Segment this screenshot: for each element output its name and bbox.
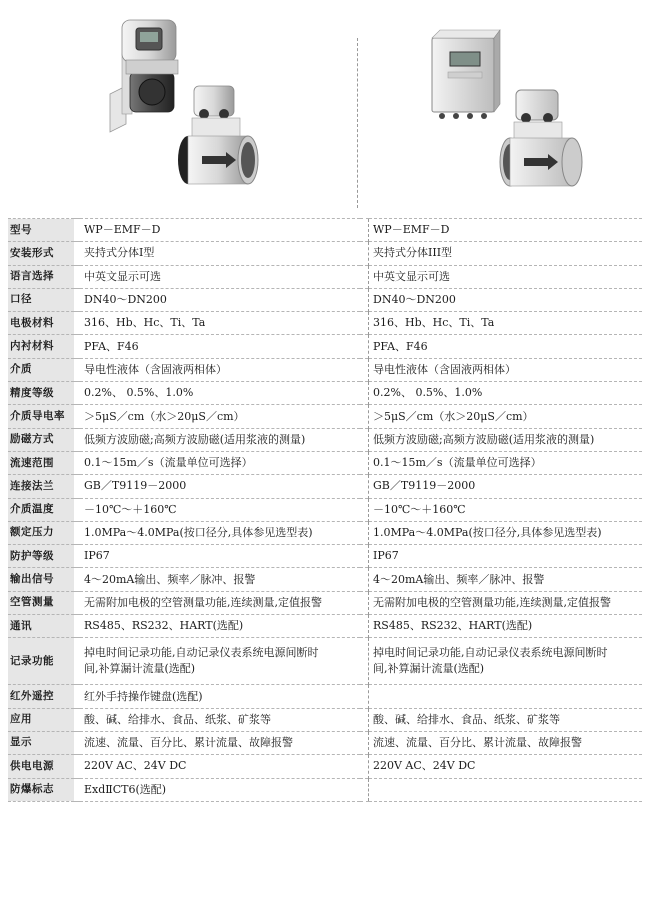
spec-value-left-text: 无需附加电极的空管测量功能,连续测量,定值报警 (84, 595, 322, 609)
spec-value-right (369, 731, 643, 754)
spec-value-right-text: 316、Hb、Hc、Ti、Ta (373, 316, 495, 330)
spec-row (8, 335, 642, 358)
spacer (360, 335, 369, 358)
spec-value-left (80, 591, 360, 614)
spec-value-left (80, 685, 360, 708)
spec-value-left-text: 流速、流量、百分比、累计流量、故障报警 (84, 736, 293, 750)
spec-value-right-text: 无需附加电极的空管测量功能,连续测量,定值报警 (373, 595, 611, 609)
spec-value-right-text: 掉电时间记录功能,自动记录仪表系统电源间断时 (373, 646, 608, 660)
spec-value-left-text: WP－EMF－D (84, 223, 161, 237)
spec-label: 介质 (8, 358, 74, 381)
spacer (360, 731, 369, 754)
spec-value-right-text: GB／T9119－2000 (373, 479, 476, 493)
spec-value-right-text: 0.2%、 0.5%、1.0% (373, 386, 483, 400)
spec-row (8, 242, 642, 265)
spec-label: 防爆标志 (8, 778, 74, 801)
spec-row (8, 312, 642, 335)
spec-label: 输出信号 (8, 568, 74, 591)
spec-value-left (80, 475, 360, 498)
spec-value-left-text: －10℃～＋160℃ (84, 502, 177, 516)
spec-value-left-text: 掉电时间记录功能,自动记录仪表系统电源间断时 (84, 646, 319, 660)
spec-value-left-text: ＞5μS／cm（水＞20μS／cm） (84, 409, 245, 423)
product-image-right (428, 26, 588, 196)
spec-value-left-text: 低频方波励磁;高频方波励磁(适用浆液的测量) (84, 432, 306, 446)
spec-label: 介质温度 (8, 498, 74, 521)
spec-value-right (369, 475, 643, 498)
spec-label: 记录功能 (8, 638, 74, 685)
spacer (360, 708, 369, 731)
spec-row (8, 428, 642, 451)
spec-value-left-text: 0.2%、 0.5%、1.0% (84, 386, 194, 400)
spec-value-left-text: 220V AC、24V DC (84, 759, 187, 773)
spec-value-right-text: 中英文显示可选 (373, 269, 450, 283)
spec-value-left (80, 708, 360, 731)
spec-row (8, 755, 642, 778)
spec-label: 供电电源 (8, 755, 74, 778)
spacer (360, 358, 369, 381)
spec-value-left (80, 219, 360, 242)
spec-label: 口径 (8, 288, 74, 311)
spec-label: 流速范围 (8, 451, 74, 474)
spec-value-left (80, 778, 360, 801)
spacer (360, 405, 369, 428)
spec-value-left (80, 755, 360, 778)
spec-row (8, 382, 642, 405)
spec-value-left (80, 545, 360, 568)
spacer (360, 498, 369, 521)
spacer (360, 428, 369, 451)
spec-value-left-text: 酸、碱、给排水、食品、纸浆、矿浆等 (84, 712, 271, 726)
spacer (360, 288, 369, 311)
spec-value-left-text: PFA、F46 (84, 339, 139, 353)
spec-value-right (369, 382, 643, 405)
spec-value-right-text: 1.0MPa～4.0MPa(按口径分,具体参见选型表) (373, 526, 602, 540)
spacer (360, 755, 369, 778)
spec-value-left-text: ExdⅡCT6(选配) (84, 782, 167, 796)
spec-row (8, 405, 642, 428)
spec-value-right (369, 451, 643, 474)
spec-value-left-text: IP67 (84, 549, 110, 563)
spacer (360, 545, 369, 568)
spec-value-left-text: 导电性液体（含固液两相体） (84, 362, 227, 376)
spec-label: 励磁方式 (8, 428, 74, 451)
spacer (360, 312, 369, 335)
spec-value-left (80, 615, 360, 638)
spec-value-right (369, 591, 643, 614)
spec-value-right-text: 夹持式分体III型 (373, 246, 453, 260)
spacer (360, 591, 369, 614)
spec-label: 红外遥控 (8, 685, 74, 708)
spec-value-left-text: 夹持式分体I型 (84, 246, 155, 260)
spec-value-right (369, 708, 643, 731)
spec-value-left (80, 312, 360, 335)
spec-value-right (369, 685, 643, 708)
spec-row (8, 219, 642, 242)
spec-row (8, 685, 642, 708)
spec-row (8, 615, 642, 638)
spec-row (8, 265, 642, 288)
spec-value-right (369, 521, 643, 544)
spec-value-left-text: 中英文显示可选 (84, 269, 161, 283)
spec-value-right (369, 219, 643, 242)
spec-value-right (369, 242, 643, 265)
spec-value-right (369, 312, 643, 335)
spec-value-right (369, 638, 643, 685)
spec-value-right-text: ＞5μS／cm（水＞20μS／cm） (373, 409, 534, 423)
spec-value-left-text: 红外手持操作键盘(选配) (84, 689, 203, 703)
spacer (360, 568, 369, 591)
spec-value-left (80, 731, 360, 754)
spec-value-left (80, 265, 360, 288)
spec-value-left-text: 1.0MPa～4.0MPa(按口径分,具体参见选型表) (84, 526, 313, 540)
spec-value-right (369, 265, 643, 288)
spec-value-left-text: GB／T9119－2000 (84, 479, 187, 493)
spacer (360, 242, 369, 265)
spacer (360, 475, 369, 498)
spec-row (8, 545, 642, 568)
spec-value-left (80, 451, 360, 474)
spec-label: 型号 (8, 219, 74, 242)
spec-label: 介质导电率 (8, 405, 74, 428)
spec-value-left (80, 638, 360, 685)
spec-value-right-text: －10℃～＋160℃ (373, 502, 466, 516)
spec-value-left-text: 4～20mA输出、频率／脉冲、报警 (84, 572, 256, 586)
spec-value-right (369, 615, 643, 638)
spec-value-left (80, 358, 360, 381)
spec-row (8, 358, 642, 381)
spec-value-left-text: 316、Hb、Hc、Ti、Ta (84, 316, 206, 330)
spec-value-right-text: 酸、碱、给排水、食品、纸浆、矿浆等 (373, 712, 560, 726)
spec-row (8, 638, 642, 685)
spec-value-right (369, 335, 643, 358)
spec-value-right-text: WP－EMF－D (373, 223, 450, 237)
spec-value-left-text: DN40～DN200 (84, 293, 167, 307)
spec-row (8, 521, 642, 544)
spec-row (8, 451, 642, 474)
spec-value-left (80, 568, 360, 591)
spec-row (8, 475, 642, 498)
spec-value-right-text: IP67 (373, 549, 399, 563)
spec-value-right (369, 755, 643, 778)
spec-value-right (369, 545, 643, 568)
spec-value-left-text: RS485、RS232、HART(选配) (84, 619, 244, 633)
spec-value-right-text: 导电性液体（含固液两相体） (373, 362, 516, 376)
spec-value-left (80, 242, 360, 265)
spec-value-left-text-line2: 间,补算漏计流量(选配) (84, 662, 196, 676)
spec-value-right-text: PFA、F46 (373, 339, 428, 353)
spec-value-left (80, 521, 360, 544)
spec-value-left-text: 0.1～15m／s（流量单位可选择） (84, 456, 253, 470)
product-image-left (96, 14, 264, 196)
spec-row (8, 498, 642, 521)
spec-value-right (369, 428, 643, 451)
spec-value-right-text: 低频方波励磁;高频方波励磁(适用浆液的测量) (373, 432, 595, 446)
spec-label: 通讯 (8, 615, 74, 638)
spec-label: 额定压力 (8, 521, 74, 544)
spacer (360, 685, 369, 708)
spec-value-left (80, 428, 360, 451)
spacer (360, 265, 369, 288)
spec-row (8, 778, 642, 801)
spec-value-right-text: 4～20mA输出、频率／脉冲、报警 (373, 572, 545, 586)
spec-label: 显示 (8, 731, 74, 754)
spacer (360, 615, 369, 638)
spec-value-left (80, 498, 360, 521)
spec-label: 防护等级 (8, 545, 74, 568)
spec-label: 精度等级 (8, 382, 74, 405)
spec-value-right-text: RS485、RS232、HART(选配) (373, 619, 533, 633)
spec-value-right-text: DN40～DN200 (373, 293, 456, 307)
spec-value-left (80, 288, 360, 311)
spec-value-left (80, 382, 360, 405)
spec-value-right (369, 498, 643, 521)
spacer (360, 778, 369, 801)
spec-label: 内衬材料 (8, 335, 74, 358)
spec-value-right (369, 405, 643, 428)
spec-row (8, 568, 642, 591)
spec-row (8, 708, 642, 731)
spec-value-right-text: 0.1～15m／s（流量单位可选择） (373, 456, 542, 470)
spec-label: 连接法兰 (8, 475, 74, 498)
spec-value-right (369, 358, 643, 381)
spacer (360, 521, 369, 544)
spec-value-left (80, 405, 360, 428)
spec-label: 应用 (8, 708, 74, 731)
spec-value-right-text: 220V AC、24V DC (373, 759, 476, 773)
spacer (360, 219, 369, 242)
spec-label: 空管测量 (8, 591, 74, 614)
spacer (360, 638, 369, 685)
spec-label: 语言选择 (8, 265, 74, 288)
spec-value-left (80, 335, 360, 358)
spec-value-right-text: 流速、流量、百分比、累计流量、故障报警 (373, 736, 582, 750)
spec-value-right (369, 288, 643, 311)
spec-value-right (369, 568, 643, 591)
spec-label: 安装形式 (8, 242, 74, 265)
spec-row (8, 731, 642, 754)
spec-value-right (369, 778, 643, 801)
spec-value-right-text-line2: 间,补算漏计流量(选配) (373, 662, 485, 676)
image-divider (357, 38, 358, 208)
spec-table (8, 218, 642, 802)
spec-label: 电极材料 (8, 312, 74, 335)
spec-row (8, 288, 642, 311)
spec-row (8, 591, 642, 614)
spacer (360, 451, 369, 474)
spacer (360, 382, 369, 405)
